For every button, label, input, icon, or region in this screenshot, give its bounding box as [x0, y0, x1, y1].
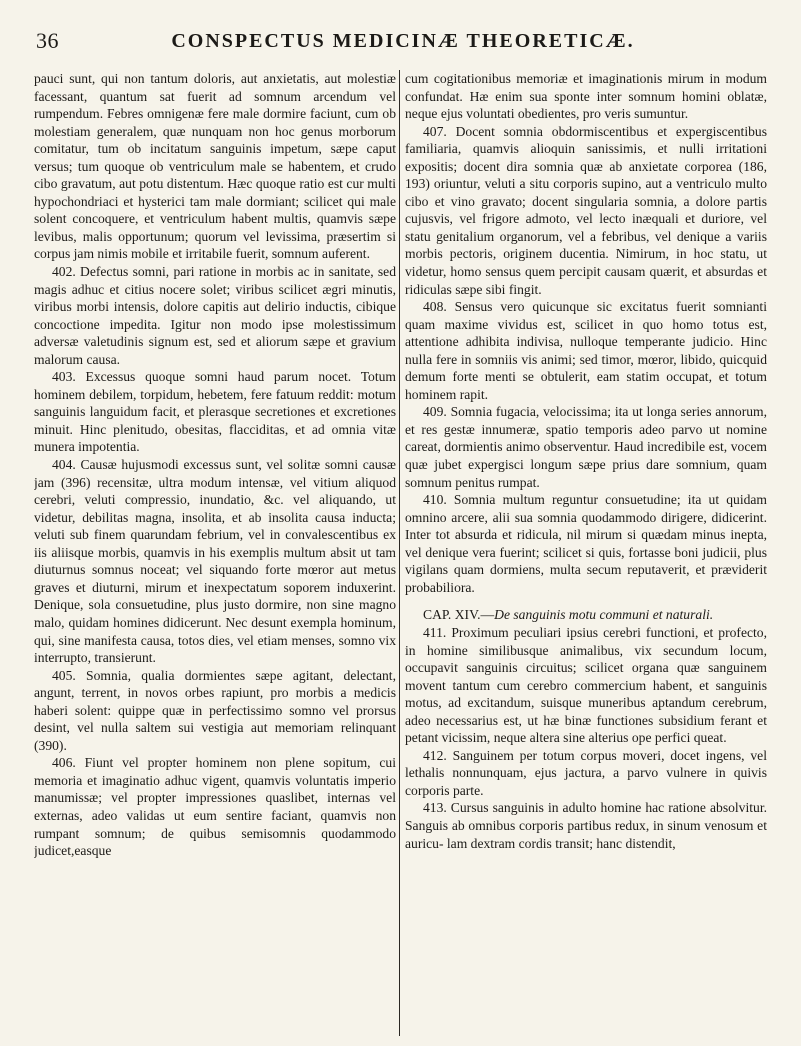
paragraph-continued-right: cum cogitationibus memoriæ et imaginationis mirum in modum confundat. Hæ enim sua sponte inter somnum homini oblatæ, neque ejus voluntati obedientes, pro veris sumuntur. [405, 71, 767, 122]
paragraph-413: 413. Cursus sanguinis in adulto homine hac ratione absolvitur. Sanguis ab omnibus corporis partibus redux, in sinum venosum et auricu- lam dextram cordis transit; hanc distendit, [405, 800, 767, 851]
chapter-label: CAP. XIV.— [423, 607, 495, 623]
chapter-title: De sanguinis motu communi et naturali. [494, 607, 714, 623]
right-column [405, 70, 767, 1036]
chapter-heading [405, 606, 767, 624]
page-header [36, 28, 770, 54]
paragraph-410: 410. Somnia multum reguntur consuetudine; ita ut quidam omnino arcere, alii sua somnia quodammodo dirigere, didicerint. Inter tot absurda et ridicula, nil mirum si quædam minus inepta, vel denique vera fuerint; scilicet si quis, fortasse boni judicii, plus vigilans quam dormiens, multa secum reputaverit, et præviderit probabiliora. [405, 492, 767, 595]
paragraph-405: 405. Somnia, qualia dormientes sæpe agitant, delectant, angunt, terrent, in novos orbes rapiunt, pro morbis a medicis haberi solent: quippe quæ in perfectissimo somno vel prorsus desint, vel nulla saltem sui vestigia aut memoriam relinquant (390). [34, 667, 396, 753]
paragraph-412: 412. Sanguinem per totum corpus moveri, docet ingens, vel lethalis nonnunquam, ejus jactura, a parvo vulnere in quivis corporis parte. [405, 747, 767, 798]
paragraph-403: 403. Excessus quoque somni haud parum nocet. Totum hominem debilem, torpidum, hebetem, fere fatuum reddit: motum sanguinis languidum facit, et plerasque secretiones et excretiones minuit. Hinc plenitudo, obesitas, flacciditas, et ad omnia vitæ munera impotentia. [34, 369, 396, 455]
paragraph-407: 407. Docent somnia obdormiscentibus et expergiscentibus familiaria, quamvis alioquin sanissimis, et nulli irritationi expositis; docent dira somnia quæ ab anxietate corporea (186, 193) oriuntur, veluti a situ corporis supino, aut a ventriculo multo cibo et vino gravato; docent singularia somnia, a dolore partis cujusvis, vel frigore admoto, vel lecto inæquali et duriore, vel statu genitalium organorum, vel a febribus, vel denique a variis morbis pectoris, originem ducentia. Nimirum, in hoc statu, ut videtur, homo sensus quem percipit causam quærit, et absurdas et ridiculas sæpe sibi fingit. [405, 123, 767, 297]
column-divider [399, 70, 400, 1036]
paragraph-408: 408. Sensus vero quicunque sic excitatus fuerit somnianti quam maxime vividus est, scilicet in quo homo totus est, attentione adhibita indivisa, nulloque temperante judicio. Hinc nulla fere in somniis vis animi; sed timor, mœror, libido, quicquid demum forte menti se obtulerit, eam statim occupat, et totum hominem rapit. [405, 299, 767, 402]
paragraph-406: 406. Fiunt vel propter hominem non plene sopitum, cui memoria et imaginatio adhuc vigent, quamvis voluntatis imperio manumissæ; vel propter impressiones quaslibet, internas vel externas, adeo validas ut eum sentire faciant, quamvis non rumpant somnum; de quibus semisomnis quodammodo judicet,easque [34, 755, 396, 859]
left-column [34, 70, 396, 1036]
paragraph-409: 409. Somnia fugacia, velocissima; ita ut longa series annorum, et res gestæ innumeræ, spatio temporis adeo parvo ut nomine careat, dormientis animo observentur. Haud incredibile est, vocem quæ jubet expergisci longum sæpe prius dare somnium, quam somnum penitus rumpat. [405, 404, 767, 490]
paragraph-404: 404. Causæ hujusmodi excessus sunt, vel solitæ somni causæ jam (396) recensitæ, ultra modum intensæ, vel vitium aliquod cerebri, veluti compressio, inundatio, &c. vel aliquando, ut videtur, debilitas magna, insolita, et ab insolita causa inducta; veluti sub finem quarundam febrium, vel in convalescentibus ex iis aliisque morbis, quamvis in his exemplis multum absit ut tam diuturnus somnus noceat; vel siquando forte mœror aut metus graves et diuturni, mirum et inexpectatum soporem induxerint. Denique, sola consuetudine, plus justo dormire, non sine magno malo, quidam homines didicerunt. Nec desunt exempla hominum, qui, sine manifesta causa, totos dies, vel etiam menses, somno vix interrupto, transierunt. [34, 457, 396, 666]
paragraph-411: 411. Proximum peculiari ipsius cerebri functioni, et profecto, in homine similibusque animalibus, vix secundum locum, occupavit sanguinis circuitus; scilicet organa quæ sanguinem movent tantum cum cerebro commercium habent, et sanguinis motus, ad excitandum, suisque muneribus aptandum cerebrum, adeo necessarius est, ut hæ binæ functiones subsidium ferant et petant vicissim, neque altera sine alterius ope perfici queat. [405, 624, 767, 746]
page-number: 36 [36, 28, 59, 53]
paragraph-continued: pauci sunt, qui non tantum doloris, aut anxietatis, aut molestiæ facessant, quantum sat fuerit ad somnum arcendum vel rumpendum. Febres omnigenæ fere male dormire faciunt, cum ob molestiam generalem, quæ nunquam non hoc genus morborum comitatur, tum ob incitatum sanguinis impetum, sæpe caput versus; tum quoque ob ventriculum male se habentem, et crudo cibo gravatum, aut potu distentum. Hæc quoque ratio est cur multi hypochondriaci et hysterici tam male dormiant; scilicet qui male solent concoquere, et ventriculum habent multis, quamvis sæpe levibus, malis opportunum; quorum vel levissima, præsertim si corpus jam nimis mobile et irritabile fuerit, somnum auferent. [34, 71, 396, 262]
paragraph-402: 402. Defectus somni, pari ratione in morbis ac in sanitate, sed magis adhuc et citius nocere solet; viribus scilicet ægri minutis, viribus morbi intensis, dolore capitis aut delirio inductis, cibique concoctione impedita. Igitur non modo ipse molestissimum adversæ valetudinis signum est, sed et aliorum sæpe et gravium malorum causa. [34, 264, 396, 367]
running-title: CONSPECTUS MEDICINÆ THEORETICÆ. [171, 30, 635, 52]
